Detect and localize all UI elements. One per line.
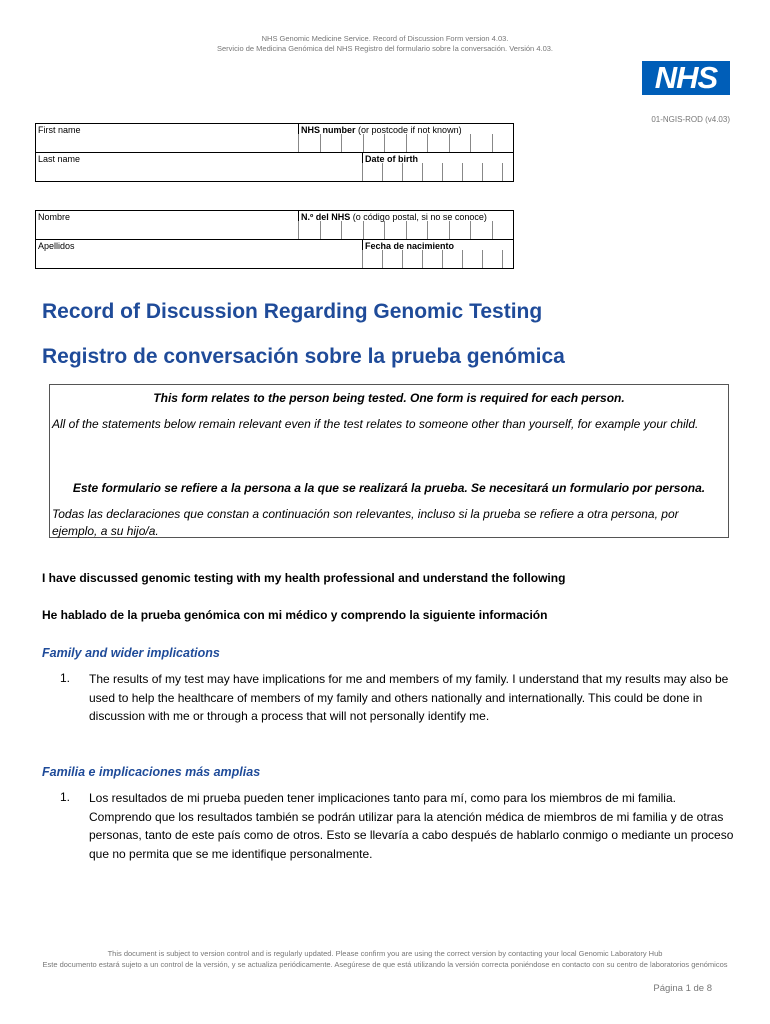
item-text-es: Los resultados de mi prueba pueden tener implicaciones tanto para mí, como para los miembros de mi familia. Comprendo que los resultados también se podrán utilizar para la atención médica de miembros de mi familia y de otras personas, tanto de este país como de otros. Esto se llevaría a cabo después de hablarlo conmigo o mediante un proceso que no permita que se me identifique personalmente. bbox=[89, 791, 734, 861]
page-title-en: Record of Discussion Regarding Genomic Testing bbox=[42, 300, 543, 323]
identity-row-name bbox=[36, 124, 513, 152]
statement-es: He hablado de la prueba genómica con mi médico y comprendo la siguiente información bbox=[42, 608, 548, 622]
dob-field[interactable] bbox=[362, 163, 522, 181]
section-heading-es: Familia e implicaciones más amplias bbox=[42, 765, 261, 779]
nhs-numero-label: N.º del NHS (o código postal, si no se conoce) bbox=[301, 212, 487, 222]
apellidos-label: Apellidos bbox=[38, 241, 75, 251]
header-line-en: NHS Genomic Medicine Service. Record of Discussion Form version 4.03. bbox=[261, 34, 509, 43]
statement-en: I have discussed genomic testing with my health professional and understand the following bbox=[42, 571, 566, 585]
page-title-es: Registro de conversación sobre la prueba genómica bbox=[42, 345, 565, 368]
identity-row-surname bbox=[36, 152, 513, 181]
nhs-number-field[interactable] bbox=[298, 134, 513, 152]
footer-line-en: This document is subject to version control and is regularly updated. Please confirm you are using the correct version by contacting your local Genomic Laboratory Hub bbox=[107, 949, 663, 958]
nhs-numero-field[interactable] bbox=[298, 221, 513, 239]
item-number-es: 1. bbox=[60, 790, 71, 804]
item-text-en: The results of my test may have implications for me and members of my family. I understand that my results may also be used to help the healthcare of members of my family and others nationally and internationally. This could be done in discussion with me or through a process that will not personally identify me. bbox=[89, 672, 729, 724]
document-header bbox=[0, 34, 770, 54]
section-heading-en: Family and wider implications bbox=[42, 646, 220, 660]
footer-line-es: Este documento estará sujeto a un control de la versión, y se actualiza periódicamente. Asegúrese de que está utilizando la versión correcta poniéndose en contacto con su centro de laboratorios genómicos bbox=[42, 960, 728, 969]
nombre-label: Nombre bbox=[38, 212, 71, 222]
nhs-number-label: NHS number (or postcode if not known) bbox=[301, 125, 462, 135]
item-number-en: 1. bbox=[60, 671, 71, 685]
note-es-bold: Este formulario se refiere a la persona a la que se realizará la prueba. Se necesitará un formulario por persona. bbox=[72, 481, 706, 495]
nhs-logo: NHS bbox=[642, 61, 730, 95]
identity-box-es bbox=[35, 210, 514, 269]
instructions-box bbox=[49, 384, 729, 538]
last-name-label: Last name bbox=[38, 154, 81, 164]
form-code: 01-NGIS-ROD (v4.03) bbox=[651, 115, 730, 124]
document-footer bbox=[0, 948, 770, 970]
note-es-italic: Todas las declaraciones que constan a continuación son relevantes, incluso si la prueba se refiere a otra persona, por ejemplo, a su hijo/a. bbox=[52, 507, 679, 538]
note-en-bold: This form relates to the person being tested. One form is required for each person. bbox=[153, 391, 625, 405]
first-name-label: First name bbox=[38, 125, 81, 135]
identity-row-apellidos bbox=[36, 239, 513, 268]
fecha-nacimiento-label: Fecha de nacimiento bbox=[365, 241, 455, 251]
fecha-nacimiento-field[interactable] bbox=[362, 250, 522, 268]
note-en-italic: All of the statements below remain relevant even if the test relates to someone other than yourself, for example your child. bbox=[52, 417, 699, 431]
identity-box-en bbox=[35, 123, 514, 182]
identity-row-nombre bbox=[36, 211, 513, 239]
page-number: Página 1 de 8 bbox=[653, 983, 712, 994]
header-line-es: Servicio de Medicina Genómica del NHS Registro del formulario sobre la conversación. Versión 4.03. bbox=[217, 44, 553, 53]
dob-label: Date of birth bbox=[365, 154, 418, 164]
